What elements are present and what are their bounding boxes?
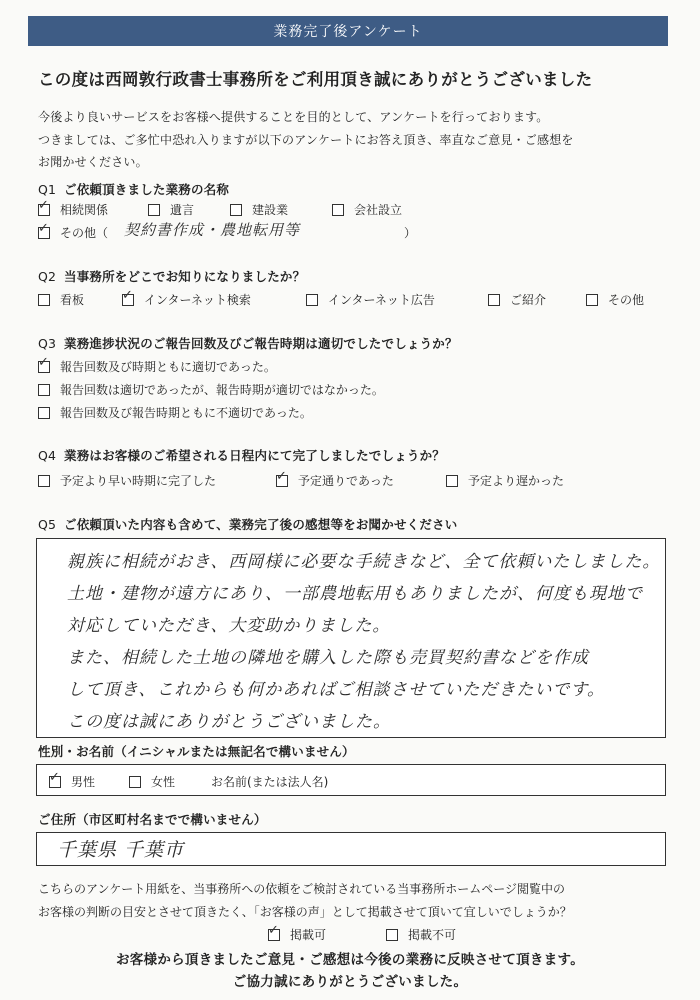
checkbox[interactable]	[38, 227, 50, 239]
gender-heading: 性別・お名前（イニシャルまたは無記名で構いません）	[38, 744, 355, 759]
comment-line: また、相続した土地の隣地を購入した際も売買契約書などを作成	[67, 648, 589, 668]
option-label: 相続関係	[60, 203, 109, 217]
option-label: 女性	[151, 775, 176, 789]
option-label: 報告回数及び時期ともに適切であった。	[60, 360, 276, 374]
q1-number: Q1	[38, 182, 57, 197]
q4-heading	[38, 446, 445, 464]
survey-title: 業務完了後アンケート	[273, 24, 423, 40]
option-label: 掲載不可	[408, 928, 457, 942]
checkbox[interactable]	[38, 361, 50, 373]
q2-number: Q2	[38, 269, 57, 284]
checkbox[interactable]	[446, 475, 458, 487]
comment-line: この度は誠にありがとうございました。	[67, 712, 391, 732]
option-label: 報告回数及び報告時期ともに不適切であった。	[60, 406, 312, 420]
publish-question-line: こちらのアンケート用紙を、当事務所への依頼をご検討されている当事務所ホームページ閲覧中の	[38, 882, 566, 896]
address-handwriting: 千葉県 千葉市	[57, 839, 185, 861]
comment-line: して頂き、これからも何かあればご相談させていただきたいです。	[67, 680, 605, 700]
q4-option[interactable]	[446, 472, 564, 489]
checkbox[interactable]	[122, 294, 134, 306]
q2-option[interactable]	[586, 291, 644, 308]
option-label: 予定より早い時期に完了した	[60, 474, 217, 488]
option-label: その他（	[60, 226, 109, 240]
q3-number: Q3	[38, 336, 57, 351]
comment-line: 対応していただき、大変助かりました。	[67, 616, 391, 636]
intro-line: お聞かせください。	[38, 155, 148, 169]
q1-title: ご依頼頂きました業務の名称	[64, 182, 230, 197]
q2-option[interactable]	[38, 291, 84, 308]
q1-option[interactable]	[38, 201, 108, 218]
q1-other-handwriting: 契約書作成・農地転用等	[124, 221, 301, 239]
q1-option[interactable]	[148, 201, 194, 218]
checkbox[interactable]	[148, 204, 160, 216]
q4-option[interactable]	[38, 472, 216, 489]
address-heading: ご住所（市区町村名までで構いません）	[38, 812, 267, 827]
option-label: その他	[608, 293, 645, 307]
option-label: 予定より遅かった	[468, 474, 565, 488]
q2-title: 当事務所をどこでお知りになりましたか？	[64, 269, 306, 284]
checkbox[interactable]	[38, 475, 50, 487]
checkbox[interactable]	[38, 294, 50, 306]
publish-question-line: お客様の判断の目安とさせて頂きたく、「お客様の声」として掲載させて頂いて宜しいでしょうか？	[38, 905, 572, 919]
address-box[interactable]	[36, 832, 666, 866]
checkbox[interactable]	[38, 407, 50, 419]
q5-comment-box[interactable]	[36, 538, 666, 738]
gender-name-box	[36, 764, 666, 796]
q3-heading	[38, 334, 458, 352]
name-label: お名前(または法人名)	[211, 775, 329, 789]
checkbox[interactable]	[230, 204, 242, 216]
option-label: インターネット検索	[144, 293, 251, 307]
publish-deny-option[interactable]	[386, 926, 456, 943]
checkbox[interactable]	[488, 294, 500, 306]
q2-option[interactable]	[306, 291, 435, 308]
q2-option[interactable]	[122, 291, 251, 308]
q1-option[interactable]	[230, 201, 288, 218]
q5-number: Q5	[38, 517, 57, 532]
closing-line: ご協力誠にありがとうございました。	[232, 974, 468, 990]
comment-line: 土地・建物が遠方にあり、一部農地転用もありましたが、何度も現地で	[67, 584, 643, 604]
intro-line: 今後より良いサービスをお客様へ提供することを目的として、アンケートを行っております。	[38, 110, 549, 124]
q4-number: Q4	[38, 448, 57, 463]
q2-heading	[38, 267, 305, 285]
checkbox[interactable]	[38, 204, 50, 216]
q1-other-close: ）	[404, 226, 417, 240]
survey-title-bar	[28, 16, 668, 46]
checkbox[interactable]	[306, 294, 318, 306]
checkbox[interactable]	[49, 776, 61, 788]
option-label: 男性	[71, 775, 96, 789]
q3-option[interactable]	[38, 404, 312, 421]
q3-title: 業務進捗状況のご報告回数及びご報告時期は適切でしたでしょうか？	[64, 336, 458, 351]
q2-option[interactable]	[488, 291, 546, 308]
closing-line: お客様から頂きましたご意見・ご感想は今後の業務に反映させて頂きます。	[115, 952, 585, 968]
option-label: 予定通りであった	[298, 474, 394, 488]
checkbox[interactable]	[332, 204, 344, 216]
q1-other-option[interactable]	[38, 224, 108, 241]
checkbox[interactable]	[276, 475, 288, 487]
q1-option[interactable]	[332, 201, 402, 218]
checkbox[interactable]	[129, 776, 141, 788]
option-label: 建設業	[252, 203, 289, 217]
q4-option[interactable]	[276, 472, 394, 489]
lead-text: この度は西岡敦行政書士事務所をご利用頂き誠にありがとうございました	[38, 70, 593, 89]
option-label: インターネット広告	[328, 293, 435, 307]
gender-female-option[interactable]	[129, 773, 175, 790]
intro-line: つきましては、ご多忙中恐れ入りますが以下のアンケートにお答え頂き、率直なご意見・ご感想を	[38, 133, 574, 147]
option-label: 看板	[60, 293, 85, 307]
gender-male-option[interactable]	[49, 773, 95, 790]
option-label: ご紹介	[510, 293, 547, 307]
option-label: 会社設立	[354, 203, 403, 217]
checkbox[interactable]	[586, 294, 598, 306]
option-label: 遺言	[170, 203, 195, 217]
q1-heading	[38, 180, 229, 198]
checkbox[interactable]	[268, 929, 280, 941]
option-label: 報告回数は適切であったが、報告時期が適切ではなかった。	[60, 383, 384, 397]
q5-heading	[38, 515, 457, 533]
checkbox[interactable]	[386, 929, 398, 941]
comment-line: 親族に相続がおき、西岡様に必要な手続きなど、全て依頼いたしました。	[67, 552, 661, 572]
publish-allow-option[interactable]	[268, 926, 326, 943]
q4-title: 業務はお客様のご希望される日程内にて完了しましたでしょうか？	[64, 448, 446, 463]
q3-option[interactable]	[38, 358, 276, 375]
option-label: 掲載可	[290, 928, 327, 942]
q3-option[interactable]	[38, 381, 384, 398]
checkbox[interactable]	[38, 384, 50, 396]
q5-title: ご依頼頂いた内容も含めて、業務完了後の感想等をお聞かせください	[64, 517, 458, 532]
